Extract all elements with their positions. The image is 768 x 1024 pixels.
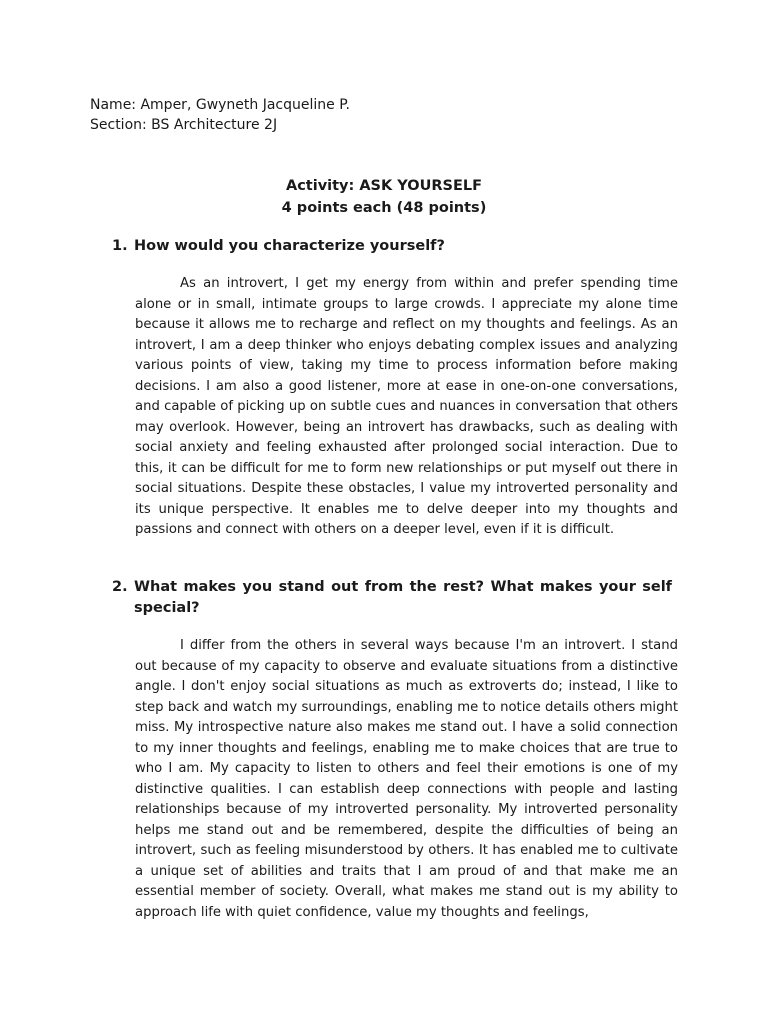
question-number: 2.: [112, 579, 128, 595]
activity-title: Activity: ASK YOURSELF: [285, 178, 483, 194]
student-section: Section: BS Architecture 2J: [90, 117, 278, 133]
activity-heading: [0, 175, 768, 219]
answer-2: I differ from the others in several ways because I'm an introvert. I stand out because of my capacity to observe and evaluate situations from a distinctive angle. I don't enjoy social situations as much as extroverts do; instead, I like to step back and watch my surroundings, enabling me to notice details others might miss. My introspective nature also makes me stand out. I have a solid connection to my inner thoughts and feelings, enabling me to make choices that are true to who I am. My capacity to listen to others and feel their emotions is one of my distinctive qualities. I can establish deep connections with people and lasting relationships because of my introverted personality. My introverted personality helps me stand out and be remembered, despite the difficulties of being an introvert, such as feeling misunderstood by others. It has enabled me to cultivate a unique set of abilities and traits that I am proud of and that make me an essential member of society. Overall, what makes me stand out is my ability to approach life with quiet confidence, value my thoughts and feelings,: [135, 638, 678, 920]
question-text: How would you characterize yourself?: [134, 238, 445, 254]
question-1: [112, 236, 672, 257]
activity-points: 4 points each (48 points): [281, 200, 487, 216]
question-number: 1.: [112, 238, 128, 254]
question-text: What makes you stand out from the rest? What makes your self special?: [134, 579, 672, 616]
question-2: [112, 577, 672, 619]
student-name: Name: Amper, Gwyneth Jacqueline P.: [90, 97, 350, 113]
student-info: [90, 95, 350, 135]
answer-1: As an introvert, I get my energy from within and prefer spending time alone or in small, intimate groups to large crowds. I appreciate my alone time because it allows me to recharge and reflect on my thoughts and feelings. As an introvert, I am a deep thinker who enjoys debating complex issues and analyzing various points of view, taking my time to process information before making decisions. I am also a good listener, more at ease in one-on-one conversations, and capable of picking up on subtle cues and nuances in conversation that others may overlook. However, being an introvert has drawbacks, such as dealing with social anxiety and feeling exhausted after prolonged social interaction. Due to this, it can be difficult for me to form new relationships or put myself out there in social situations. Despite these obstacles, I value my introverted personality and its unique perspective. It enables me to delve deeper into my thoughts and passions and connect with others on a deeper level, even if it is difficult.: [135, 276, 678, 537]
